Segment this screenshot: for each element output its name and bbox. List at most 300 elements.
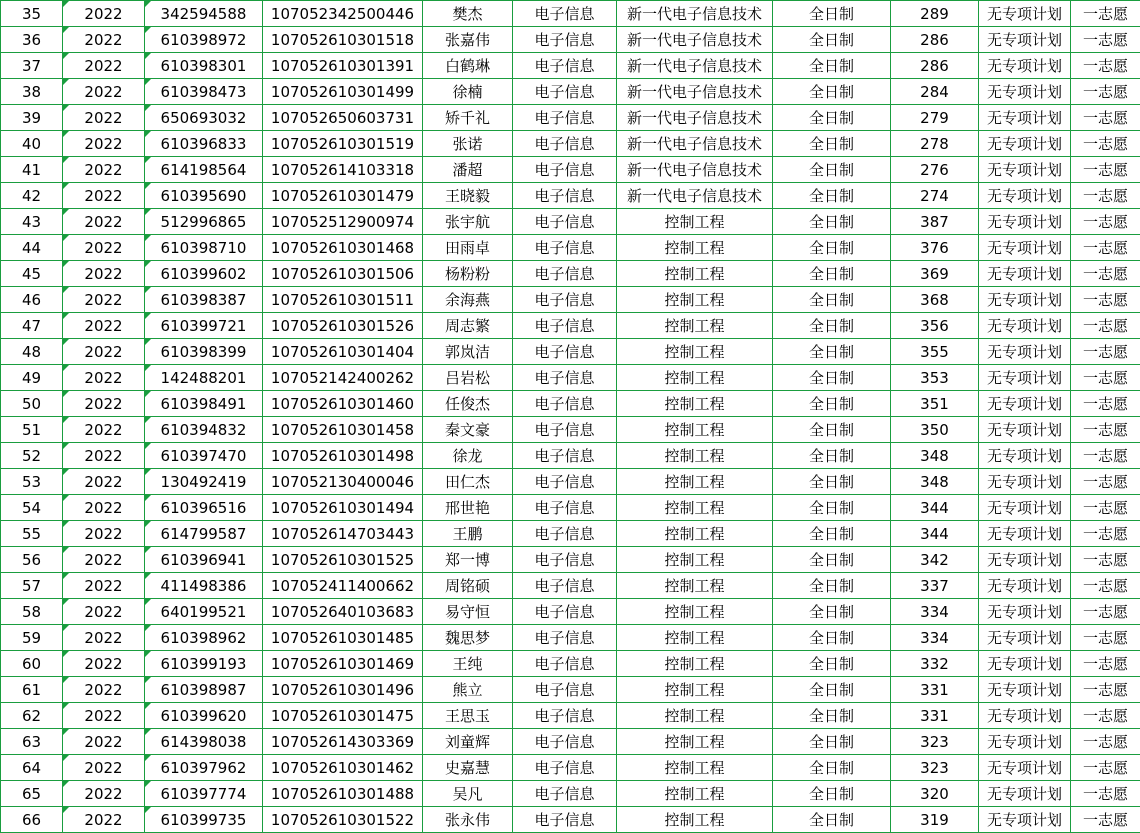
cell-exam-ticket-no: 107052512900974: [263, 209, 423, 235]
cell-index: 53: [1, 469, 63, 495]
cell-total-score: 279: [891, 105, 979, 131]
cell-study-mode: 全日制: [773, 365, 891, 391]
cell-index: 47: [1, 313, 63, 339]
cell-special-plan: 无专项计划: [979, 183, 1071, 209]
table-row: [1, 651, 1140, 677]
cell-major: 电子信息: [513, 157, 617, 183]
cell-study-mode: 全日制: [773, 105, 891, 131]
cell-index: 49: [1, 365, 63, 391]
cell-major: 电子信息: [513, 729, 617, 755]
cell-candidate-id: 614198564: [145, 157, 263, 183]
cell-preference: 一志愿: [1071, 183, 1140, 209]
table-row: [1, 417, 1140, 443]
cell-preference: 一志愿: [1071, 495, 1140, 521]
cell-year: 2022: [63, 469, 145, 495]
cell-name: 余海燕: [423, 287, 513, 313]
cell-special-plan: 无专项计划: [979, 547, 1071, 573]
cell-name: 史嘉慧: [423, 755, 513, 781]
cell-special-plan: 无专项计划: [979, 807, 1071, 833]
cell-index: 41: [1, 157, 63, 183]
cell-name: 徐龙: [423, 443, 513, 469]
cell-special-plan: 无专项计划: [979, 495, 1071, 521]
cell-study-mode: 全日制: [773, 391, 891, 417]
cell-year: 2022: [63, 365, 145, 391]
cell-major: 电子信息: [513, 703, 617, 729]
cell-special-plan: 无专项计划: [979, 365, 1071, 391]
cell-study-mode: 全日制: [773, 599, 891, 625]
cell-study-mode: 全日制: [773, 651, 891, 677]
cell-candidate-id: 142488201: [145, 365, 263, 391]
cell-major: 电子信息: [513, 287, 617, 313]
cell-index: 38: [1, 79, 63, 105]
cell-research-direction: 控制工程: [617, 677, 773, 703]
cell-special-plan: 无专项计划: [979, 573, 1071, 599]
cell-index: 37: [1, 53, 63, 79]
cell-total-score: 274: [891, 183, 979, 209]
cell-study-mode: 全日制: [773, 313, 891, 339]
cell-name: 徐楠: [423, 79, 513, 105]
table-row: [1, 287, 1140, 313]
cell-major: 电子信息: [513, 547, 617, 573]
cell-preference: 一志愿: [1071, 53, 1140, 79]
cell-preference: 一志愿: [1071, 313, 1140, 339]
table-row: [1, 625, 1140, 651]
cell-total-score: 342: [891, 547, 979, 573]
cell-candidate-id: 610397470: [145, 443, 263, 469]
cell-study-mode: 全日制: [773, 547, 891, 573]
cell-study-mode: 全日制: [773, 521, 891, 547]
cell-exam-ticket-no: 107052610301488: [263, 781, 423, 807]
cell-research-direction: 新一代电子信息技术: [617, 105, 773, 131]
cell-preference: 一志愿: [1071, 235, 1140, 261]
cell-total-score: 376: [891, 235, 979, 261]
cell-exam-ticket-no: 107052610301496: [263, 677, 423, 703]
table-row: [1, 53, 1140, 79]
cell-exam-ticket-no: 107052640103683: [263, 599, 423, 625]
cell-preference: 一志愿: [1071, 365, 1140, 391]
cell-index: 62: [1, 703, 63, 729]
cell-research-direction: 新一代电子信息技术: [617, 183, 773, 209]
cell-exam-ticket-no: 107052610301404: [263, 339, 423, 365]
cell-year: 2022: [63, 209, 145, 235]
cell-candidate-id: 610397774: [145, 781, 263, 807]
cell-total-score: 286: [891, 53, 979, 79]
table-row: [1, 703, 1140, 729]
table-row: [1, 209, 1140, 235]
cell-preference: 一志愿: [1071, 27, 1140, 53]
cell-major: 电子信息: [513, 495, 617, 521]
cell-year: 2022: [63, 391, 145, 417]
cell-year: 2022: [63, 521, 145, 547]
cell-research-direction: 控制工程: [617, 573, 773, 599]
cell-year: 2022: [63, 131, 145, 157]
cell-study-mode: 全日制: [773, 131, 891, 157]
cell-name: 张宇航: [423, 209, 513, 235]
cell-name: 任俊杰: [423, 391, 513, 417]
cell-candidate-id: 610397962: [145, 755, 263, 781]
cell-research-direction: 控制工程: [617, 651, 773, 677]
cell-year: 2022: [63, 287, 145, 313]
cell-preference: 一志愿: [1071, 807, 1140, 833]
table-row: [1, 391, 1140, 417]
table-row: [1, 443, 1140, 469]
cell-index: 58: [1, 599, 63, 625]
table-row: [1, 183, 1140, 209]
cell-year: 2022: [63, 495, 145, 521]
cell-major: 电子信息: [513, 807, 617, 833]
cell-year: 2022: [63, 105, 145, 131]
cell-research-direction: 新一代电子信息技术: [617, 1, 773, 27]
cell-total-score: 387: [891, 209, 979, 235]
cell-study-mode: 全日制: [773, 235, 891, 261]
cell-research-direction: 新一代电子信息技术: [617, 27, 773, 53]
cell-name: 王鹏: [423, 521, 513, 547]
cell-research-direction: 控制工程: [617, 287, 773, 313]
cell-exam-ticket-no: 107052610301525: [263, 547, 423, 573]
table-row: [1, 755, 1140, 781]
cell-index: 42: [1, 183, 63, 209]
cell-exam-ticket-no: 107052342500446: [263, 1, 423, 27]
cell-candidate-id: 610396833: [145, 131, 263, 157]
cell-study-mode: 全日制: [773, 261, 891, 287]
table-row: [1, 27, 1140, 53]
cell-special-plan: 无专项计划: [979, 755, 1071, 781]
cell-special-plan: 无专项计划: [979, 79, 1071, 105]
cell-preference: 一志愿: [1071, 131, 1140, 157]
cell-major: 电子信息: [513, 781, 617, 807]
table-row: [1, 235, 1140, 261]
cell-candidate-id: 610399620: [145, 703, 263, 729]
cell-index: 52: [1, 443, 63, 469]
cell-year: 2022: [63, 807, 145, 833]
cell-year: 2022: [63, 651, 145, 677]
cell-preference: 一志愿: [1071, 417, 1140, 443]
cell-exam-ticket-no: 107052610301494: [263, 495, 423, 521]
table-body: [1, 1, 1140, 833]
cell-study-mode: 全日制: [773, 339, 891, 365]
cell-exam-ticket-no: 107052610301475: [263, 703, 423, 729]
cell-major: 电子信息: [513, 677, 617, 703]
cell-preference: 一志愿: [1071, 781, 1140, 807]
cell-index: 60: [1, 651, 63, 677]
cell-exam-ticket-no: 107052610301479: [263, 183, 423, 209]
cell-special-plan: 无专项计划: [979, 599, 1071, 625]
cell-study-mode: 全日制: [773, 781, 891, 807]
table-row: [1, 495, 1140, 521]
cell-name: 熊立: [423, 677, 513, 703]
cell-name: 张诺: [423, 131, 513, 157]
cell-total-score: 344: [891, 495, 979, 521]
cell-major: 电子信息: [513, 573, 617, 599]
cell-total-score: 351: [891, 391, 979, 417]
cell-study-mode: 全日制: [773, 1, 891, 27]
cell-total-score: 356: [891, 313, 979, 339]
cell-total-score: 286: [891, 27, 979, 53]
cell-exam-ticket-no: 107052610301458: [263, 417, 423, 443]
cell-study-mode: 全日制: [773, 755, 891, 781]
cell-research-direction: 新一代电子信息技术: [617, 157, 773, 183]
cell-exam-ticket-no: 107052610301462: [263, 755, 423, 781]
cell-index: 48: [1, 339, 63, 365]
table-row: [1, 1, 1140, 27]
cell-research-direction: 控制工程: [617, 781, 773, 807]
cell-special-plan: 无专项计划: [979, 729, 1071, 755]
cell-research-direction: 控制工程: [617, 313, 773, 339]
cell-special-plan: 无专项计划: [979, 781, 1071, 807]
cell-exam-ticket-no: 107052610301522: [263, 807, 423, 833]
cell-exam-ticket-no: 107052610301469: [263, 651, 423, 677]
cell-candidate-id: 610398972: [145, 27, 263, 53]
cell-major: 电子信息: [513, 599, 617, 625]
table-row: [1, 547, 1140, 573]
table-row: [1, 339, 1140, 365]
cell-research-direction: 控制工程: [617, 755, 773, 781]
cell-research-direction: 控制工程: [617, 521, 773, 547]
cell-research-direction: 控制工程: [617, 391, 773, 417]
table-row: [1, 469, 1140, 495]
cell-name: 吕岩松: [423, 365, 513, 391]
cell-special-plan: 无专项计划: [979, 703, 1071, 729]
table-row: [1, 365, 1140, 391]
cell-special-plan: 无专项计划: [979, 53, 1071, 79]
cell-year: 2022: [63, 1, 145, 27]
cell-index: 57: [1, 573, 63, 599]
table-row: [1, 781, 1140, 807]
cell-special-plan: 无专项计划: [979, 287, 1071, 313]
table-row: [1, 79, 1140, 105]
cell-candidate-id: 610394832: [145, 417, 263, 443]
cell-index: 45: [1, 261, 63, 287]
cell-candidate-id: 640199521: [145, 599, 263, 625]
cell-special-plan: 无专项计划: [979, 521, 1071, 547]
cell-research-direction: 控制工程: [617, 469, 773, 495]
cell-exam-ticket-no: 107052650603731: [263, 105, 423, 131]
cell-candidate-id: 610398962: [145, 625, 263, 651]
cell-major: 电子信息: [513, 27, 617, 53]
table-row: [1, 131, 1140, 157]
cell-exam-ticket-no: 107052610301506: [263, 261, 423, 287]
cell-candidate-id: 610398301: [145, 53, 263, 79]
cell-research-direction: 控制工程: [617, 547, 773, 573]
cell-name: 刘童辉: [423, 729, 513, 755]
cell-special-plan: 无专项计划: [979, 469, 1071, 495]
cell-total-score: 320: [891, 781, 979, 807]
cell-year: 2022: [63, 677, 145, 703]
cell-study-mode: 全日制: [773, 495, 891, 521]
cell-candidate-id: 610399193: [145, 651, 263, 677]
cell-exam-ticket-no: 107052610301498: [263, 443, 423, 469]
cell-candidate-id: 614398038: [145, 729, 263, 755]
cell-special-plan: 无专项计划: [979, 157, 1071, 183]
cell-study-mode: 全日制: [773, 807, 891, 833]
cell-study-mode: 全日制: [773, 53, 891, 79]
cell-special-plan: 无专项计划: [979, 105, 1071, 131]
cell-year: 2022: [63, 157, 145, 183]
cell-name: 邢世艳: [423, 495, 513, 521]
cell-preference: 一志愿: [1071, 339, 1140, 365]
cell-exam-ticket-no: 107052142400262: [263, 365, 423, 391]
cell-major: 电子信息: [513, 313, 617, 339]
cell-preference: 一志愿: [1071, 105, 1140, 131]
cell-study-mode: 全日制: [773, 157, 891, 183]
cell-major: 电子信息: [513, 651, 617, 677]
cell-preference: 一志愿: [1071, 625, 1140, 651]
cell-research-direction: 控制工程: [617, 703, 773, 729]
cell-total-score: 319: [891, 807, 979, 833]
cell-major: 电子信息: [513, 261, 617, 287]
cell-major: 电子信息: [513, 365, 617, 391]
cell-special-plan: 无专项计划: [979, 131, 1071, 157]
cell-preference: 一志愿: [1071, 651, 1140, 677]
cell-year: 2022: [63, 53, 145, 79]
cell-index: 55: [1, 521, 63, 547]
cell-preference: 一志愿: [1071, 1, 1140, 27]
cell-index: 61: [1, 677, 63, 703]
cell-study-mode: 全日制: [773, 625, 891, 651]
cell-exam-ticket-no: 107052614103318: [263, 157, 423, 183]
cell-major: 电子信息: [513, 53, 617, 79]
cell-total-score: 331: [891, 677, 979, 703]
cell-candidate-id: 610399735: [145, 807, 263, 833]
cell-major: 电子信息: [513, 1, 617, 27]
table-row: [1, 807, 1140, 833]
cell-preference: 一志愿: [1071, 209, 1140, 235]
cell-index: 36: [1, 27, 63, 53]
cell-total-score: 278: [891, 131, 979, 157]
cell-index: 35: [1, 1, 63, 27]
cell-research-direction: 控制工程: [617, 235, 773, 261]
cell-index: 51: [1, 417, 63, 443]
cell-study-mode: 全日制: [773, 729, 891, 755]
cell-special-plan: 无专项计划: [979, 417, 1071, 443]
cell-study-mode: 全日制: [773, 677, 891, 703]
cell-index: 66: [1, 807, 63, 833]
cell-research-direction: 新一代电子信息技术: [617, 131, 773, 157]
cell-preference: 一志愿: [1071, 261, 1140, 287]
cell-special-plan: 无专项计划: [979, 443, 1071, 469]
cell-study-mode: 全日制: [773, 287, 891, 313]
cell-study-mode: 全日制: [773, 183, 891, 209]
cell-special-plan: 无专项计划: [979, 209, 1071, 235]
cell-year: 2022: [63, 781, 145, 807]
cell-candidate-id: 610398387: [145, 287, 263, 313]
cell-study-mode: 全日制: [773, 573, 891, 599]
cell-index: 40: [1, 131, 63, 157]
cell-preference: 一志愿: [1071, 469, 1140, 495]
cell-total-score: 289: [891, 1, 979, 27]
cell-name: 周志繁: [423, 313, 513, 339]
cell-preference: 一志愿: [1071, 287, 1140, 313]
cell-name: 吴凡: [423, 781, 513, 807]
cell-candidate-id: 610396516: [145, 495, 263, 521]
cell-research-direction: 控制工程: [617, 729, 773, 755]
cell-special-plan: 无专项计划: [979, 651, 1071, 677]
cell-name: 易守恒: [423, 599, 513, 625]
cell-exam-ticket-no: 107052610301468: [263, 235, 423, 261]
cell-exam-ticket-no: 107052610301391: [263, 53, 423, 79]
cell-name: 潘超: [423, 157, 513, 183]
cell-preference: 一志愿: [1071, 703, 1140, 729]
cell-total-score: 344: [891, 521, 979, 547]
cell-study-mode: 全日制: [773, 703, 891, 729]
cell-research-direction: 控制工程: [617, 339, 773, 365]
cell-year: 2022: [63, 755, 145, 781]
cell-major: 电子信息: [513, 391, 617, 417]
cell-preference: 一志愿: [1071, 521, 1140, 547]
cell-name: 张嘉伟: [423, 27, 513, 53]
cell-name: 樊杰: [423, 1, 513, 27]
cell-year: 2022: [63, 261, 145, 287]
cell-preference: 一志愿: [1071, 677, 1140, 703]
cell-preference: 一志愿: [1071, 573, 1140, 599]
cell-name: 田雨卓: [423, 235, 513, 261]
cell-special-plan: 无专项计划: [979, 261, 1071, 287]
cell-name: 郭岚洁: [423, 339, 513, 365]
cell-candidate-id: 650693032: [145, 105, 263, 131]
table-row: [1, 521, 1140, 547]
cell-preference: 一志愿: [1071, 157, 1140, 183]
cell-candidate-id: 610399721: [145, 313, 263, 339]
cell-total-score: 331: [891, 703, 979, 729]
cell-candidate-id: 614799587: [145, 521, 263, 547]
cell-candidate-id: 610396941: [145, 547, 263, 573]
cell-preference: 一志愿: [1071, 547, 1140, 573]
cell-total-score: 348: [891, 443, 979, 469]
cell-year: 2022: [63, 729, 145, 755]
cell-preference: 一志愿: [1071, 79, 1140, 105]
cell-index: 59: [1, 625, 63, 651]
cell-index: 46: [1, 287, 63, 313]
cell-study-mode: 全日制: [773, 417, 891, 443]
cell-research-direction: 控制工程: [617, 417, 773, 443]
cell-special-plan: 无专项计划: [979, 235, 1071, 261]
cell-major: 电子信息: [513, 235, 617, 261]
cell-total-score: 353: [891, 365, 979, 391]
cell-index: 44: [1, 235, 63, 261]
cell-exam-ticket-no: 107052610301518: [263, 27, 423, 53]
cell-study-mode: 全日制: [773, 469, 891, 495]
cell-index: 63: [1, 729, 63, 755]
cell-year: 2022: [63, 599, 145, 625]
cell-year: 2022: [63, 547, 145, 573]
cell-candidate-id: 610398399: [145, 339, 263, 365]
cell-name: 周铭硕: [423, 573, 513, 599]
cell-research-direction: 新一代电子信息技术: [617, 53, 773, 79]
cell-preference: 一志愿: [1071, 391, 1140, 417]
cell-major: 电子信息: [513, 131, 617, 157]
cell-exam-ticket-no: 107052610301460: [263, 391, 423, 417]
cell-total-score: 348: [891, 469, 979, 495]
cell-name: 张永伟: [423, 807, 513, 833]
cell-year: 2022: [63, 339, 145, 365]
table-row: [1, 105, 1140, 131]
cell-major: 电子信息: [513, 469, 617, 495]
cell-study-mode: 全日制: [773, 27, 891, 53]
cell-candidate-id: 610398710: [145, 235, 263, 261]
cell-total-score: 284: [891, 79, 979, 105]
cell-special-plan: 无专项计划: [979, 339, 1071, 365]
cell-special-plan: 无专项计划: [979, 677, 1071, 703]
cell-exam-ticket-no: 107052130400046: [263, 469, 423, 495]
cell-research-direction: 控制工程: [617, 495, 773, 521]
cell-major: 电子信息: [513, 209, 617, 235]
cell-major: 电子信息: [513, 339, 617, 365]
cell-year: 2022: [63, 183, 145, 209]
cell-name: 田仁杰: [423, 469, 513, 495]
cell-name: 白鹤琳: [423, 53, 513, 79]
cell-index: 54: [1, 495, 63, 521]
cell-major: 电子信息: [513, 443, 617, 469]
